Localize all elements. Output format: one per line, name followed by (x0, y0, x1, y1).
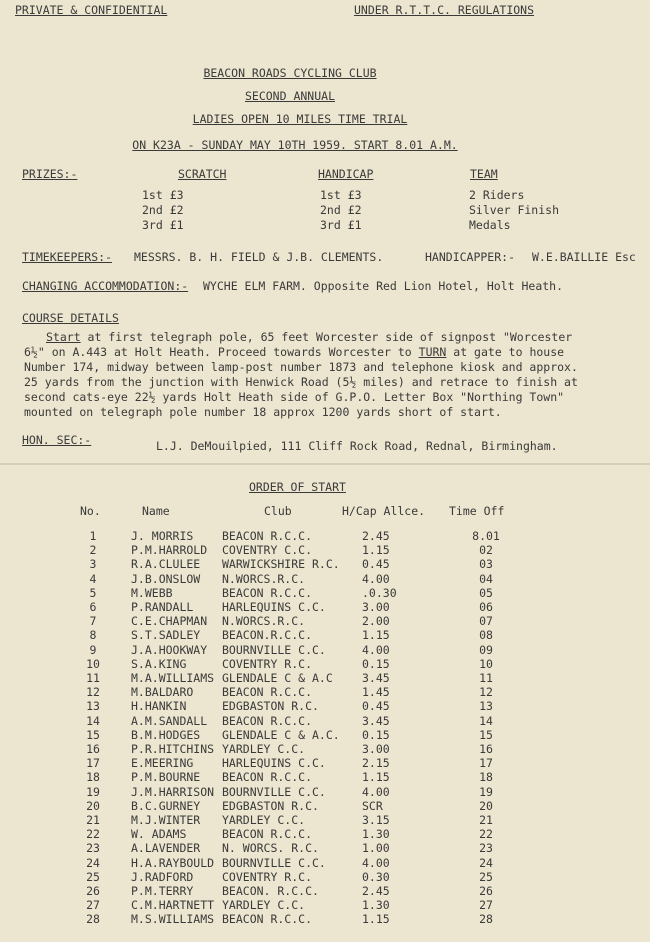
time-off: 06 (479, 600, 493, 614)
rider-name: P.M.TERRY (131, 884, 194, 898)
time-off: 03 (479, 557, 493, 572)
club-title: BEACON ROADS CYCLING CLUB (203, 66, 377, 80)
rider-number: 7 (89, 614, 97, 629)
rider-number: 13 (86, 699, 100, 714)
handicap-prize-2: 2nd £2 (320, 203, 362, 217)
time-off: 09 (479, 642, 493, 657)
timekeepers-value: MESSRS. B. H. FIELD & J.B. CLEMENTS. (134, 250, 384, 264)
rider-number: 21 (86, 813, 100, 827)
team-prize-1: 2 Riders (469, 188, 525, 202)
rider-club: BOURNVILLE C.C. (222, 855, 326, 870)
rider-name: P.R.HITCHINS (131, 742, 215, 756)
table-row (0, 572, 650, 586)
col-header-club: Club (264, 504, 292, 518)
team-prize-2: Silver Finish (469, 203, 560, 217)
handicapper-label: HANDICAPPER:- (425, 250, 516, 264)
rider-number: 26 (86, 884, 100, 898)
rider-number: 4 (89, 571, 97, 586)
handicap-heading: HANDICAP (318, 167, 374, 181)
col-header-no: No. (80, 504, 101, 518)
handicap-allowance: 1.15 (362, 628, 390, 643)
table-row (0, 870, 650, 884)
rider-club: N.WORCS.R.C. (222, 614, 306, 629)
rider-club: BEACON R.C.C. (222, 529, 313, 543)
table-row (0, 884, 650, 898)
time-off: 25 (479, 869, 493, 884)
confidential-label: PRIVATE & CONFIDENTIAL (15, 3, 168, 17)
rider-name: S.A.KING (131, 656, 187, 671)
time-off: 10 (479, 656, 493, 671)
rider-name: H.A.RAYBOULD (131, 855, 215, 870)
rider-name: C.E.CHAPMAN (131, 614, 208, 629)
rider-number: 27 (86, 898, 100, 913)
course-heading: COURSE DETAILS (22, 311, 119, 325)
time-off: 05 (479, 585, 493, 600)
rider-name: S.T.SADLEY (131, 628, 201, 643)
rider-club: EDGBASTON R.C. (222, 699, 319, 714)
rider-number: 2 (89, 543, 97, 558)
prizes-label: PRIZES:- (22, 167, 78, 181)
event-title: LADIES OPEN 10 MILES TIME TRIAL (192, 112, 408, 126)
handicap-allowance: 1.30 (362, 827, 390, 842)
rider-club: BEACON R.C.C. (222, 585, 313, 600)
time-off: 15 (479, 727, 493, 742)
rider-club: EDGBASTON R.C. (222, 798, 319, 813)
time-off: 8.01 (472, 529, 500, 543)
rider-number: 22 (86, 827, 100, 842)
handicap-prize-3: 3rd £1 (320, 218, 362, 232)
table-row (0, 657, 650, 671)
rider-name: M.J.WINTER (131, 813, 201, 827)
rider-number: 16 (86, 742, 100, 756)
handicap-allowance: 2.00 (362, 614, 390, 629)
time-off: 26 (479, 884, 493, 898)
rider-number: 19 (86, 784, 100, 799)
col-header-handicap: H/Cap Allce. (342, 504, 426, 518)
rider-name: B.C.GURNEY (131, 798, 201, 813)
handicap-allowance: 0.45 (362, 699, 390, 714)
rider-club: BOURNVILLE C.C. (222, 642, 326, 657)
rider-number: 14 (86, 713, 100, 728)
rider-name: M.A.WILLIAMS (131, 671, 215, 685)
handicap-allowance: 3.45 (362, 713, 390, 728)
handicap-allowance: 4.00 (362, 642, 390, 657)
table-row (0, 827, 650, 841)
time-off: 21 (479, 813, 493, 827)
handicap-allowance: 0.15 (362, 727, 390, 742)
table-row (0, 841, 650, 855)
rider-club: BEACON R.C.C. (222, 770, 313, 785)
table-row (0, 770, 650, 784)
handicap-allowance: 3.00 (362, 600, 390, 614)
handicap-allowance: 3.00 (362, 742, 390, 756)
hon-sec-value: L.J. DeMouilpied, 111 Cliff Rock Road, Rednal, Birmingham. (156, 439, 558, 453)
team-prize-3: Medals (469, 218, 511, 232)
handicap-allowance: .0.30 (362, 585, 397, 600)
scratch-heading: SCRATCH (178, 167, 227, 181)
rider-club: GLENDALE C & A.C. (222, 727, 340, 742)
time-off: 22 (479, 827, 493, 842)
rider-number: 6 (89, 600, 97, 614)
rider-number: 18 (86, 770, 100, 785)
handicap-prize-1: 1st £3 (320, 188, 362, 202)
rider-club: GLENDALE C & A.C (222, 671, 333, 685)
rider-number: 23 (86, 841, 100, 856)
team-heading: TEAM (470, 167, 498, 181)
table-row (0, 856, 650, 870)
rider-number: 17 (86, 756, 100, 771)
handicap-allowance: 0.15 (362, 656, 390, 671)
rider-name: J.B.ONSLOW (131, 571, 201, 586)
rider-name: J.M.HARRISON (131, 784, 215, 799)
rider-club: BEACON. R.C.C. (222, 884, 319, 898)
rider-name: P.RANDALL (131, 600, 194, 614)
event-date-line: ON K23A - SUNDAY MAY 10TH 1959. START 8.01 A.M. (132, 138, 458, 152)
table-row (0, 614, 650, 628)
table-row (0, 785, 650, 799)
handicap-allowance: 1.45 (362, 685, 390, 700)
table-row (0, 643, 650, 657)
rider-club: BEACON R.C.C. (222, 713, 313, 728)
rider-club: BEACON R.C.C. (222, 912, 313, 927)
rider-club: BEACON.R.C.C. (222, 628, 313, 643)
time-off: 11 (479, 671, 493, 685)
time-off: 08 (479, 628, 493, 643)
table-row (0, 557, 650, 571)
rider-club: COVENTRY R.C. (222, 656, 313, 671)
table-header (0, 504, 650, 518)
col-header-name: Name (142, 504, 170, 518)
annual-title: SECOND ANNUAL (244, 89, 335, 103)
rider-name: B.M.HODGES (131, 727, 201, 742)
rider-number: 25 (86, 869, 100, 884)
time-off: 12 (479, 685, 493, 700)
rider-name: W. ADAMS (131, 827, 187, 842)
handicap-allowance: 1.15 (362, 543, 390, 558)
handicap-allowance: 4.00 (362, 784, 390, 799)
rider-number: 5 (89, 585, 97, 600)
time-off: 04 (479, 571, 493, 586)
rider-club: YARDLEY C.C. (222, 742, 306, 756)
handicap-allowance: 1.15 (362, 912, 390, 927)
table-row (0, 799, 650, 813)
table-row (0, 813, 650, 827)
handicap-allowance: 2.45 (362, 884, 390, 898)
rider-number: 28 (86, 912, 100, 927)
rider-name: C.M.HARTNETT (131, 898, 215, 913)
handicap-allowance: 0.30 (362, 869, 390, 884)
rider-club: BEACON R.C.C. (222, 685, 313, 700)
table-row (0, 742, 650, 756)
rider-name: P.M.HARROLD (131, 543, 208, 558)
handicapper-value: W.E.BAILLIE Esc (532, 250, 636, 264)
hon-sec-label: HON. SEC:- (22, 433, 92, 447)
rider-name: H.HANKIN (131, 699, 187, 714)
scratch-prize-3: 3rd £1 (142, 218, 184, 232)
time-off: 14 (479, 713, 493, 728)
turn-word: TURN (418, 345, 447, 359)
time-off: 24 (479, 855, 493, 870)
rider-name: M.S.WILLIAMS (131, 912, 215, 927)
regulations-label: UNDER R.T.T.C. REGULATIONS (354, 3, 535, 17)
rider-number: 9 (89, 642, 97, 657)
handicap-allowance: 3.15 (362, 813, 390, 827)
handicap-allowance: 3.45 (362, 671, 390, 685)
time-off: 02 (479, 543, 493, 558)
rider-name: R.A.CLULEE (131, 557, 201, 572)
rider-name: J. MORRIS (131, 529, 194, 543)
order-of-start-heading: ORDER OF START (249, 480, 346, 494)
rider-club: BEACON R.C.C. (222, 827, 313, 842)
accommodation-label: CHANGING ACCOMMODATION:- (22, 279, 189, 293)
handicap-allowance: 1.15 (362, 770, 390, 785)
rider-club: YARDLEY C.C. (222, 813, 306, 827)
time-off: 07 (479, 614, 493, 629)
rider-number: 10 (86, 656, 100, 671)
rider-name: M.WEBB (131, 585, 173, 600)
handicap-allowance: 2.15 (362, 756, 390, 771)
rider-name: J.A.HOOKWAY (131, 642, 208, 657)
time-off: 19 (479, 784, 493, 799)
handicap-allowance: 1.00 (362, 841, 390, 856)
time-off: 27 (479, 898, 493, 913)
rider-club: HARLEQUINS C.C. (222, 600, 326, 614)
rider-number: 3 (89, 557, 97, 572)
handicap-allowance: 0.45 (362, 557, 390, 572)
table-row (0, 600, 650, 614)
rider-number: 1 (89, 529, 97, 543)
col-header-time-off: Time Off (449, 504, 505, 518)
table-row (0, 898, 650, 912)
handicap-allowance: 4.00 (362, 571, 390, 586)
rider-club: N.WORCS.R.C. (222, 571, 306, 586)
rider-club: COVENTRY R.C. (222, 869, 313, 884)
time-off: 17 (479, 756, 493, 771)
handicap-allowance: 2.45 (362, 529, 390, 543)
rider-club: WARWICKSHIRE R.C. (222, 557, 340, 572)
rider-club: HARLEQUINS C.C. (222, 756, 326, 771)
rider-number: 11 (86, 671, 100, 685)
rider-number: 12 (86, 685, 100, 700)
time-off: 28 (479, 912, 493, 927)
rider-number: 24 (86, 855, 100, 870)
time-off: 16 (479, 742, 493, 756)
table-row (0, 699, 650, 713)
time-off: 20 (479, 798, 493, 813)
paper-fold-line (0, 463, 650, 465)
start-word: Start (46, 330, 81, 344)
handicap-allowance: SCR (362, 798, 383, 813)
rider-club: N. WORCS. R.C. (222, 841, 319, 856)
rider-name: J.RADFORD (131, 869, 194, 884)
rider-number: 20 (86, 798, 100, 813)
table-row (0, 685, 650, 699)
time-off: 23 (479, 841, 493, 856)
table-row (0, 543, 650, 557)
table-row (0, 671, 650, 685)
accommodation-value: WYCHE ELM FARM. Opposite Red Lion Hotel, Holt Heath. (203, 279, 564, 293)
table-row (0, 714, 650, 728)
rider-name: M.BALDARO (131, 685, 194, 700)
table-row (0, 628, 650, 642)
scratch-prize-2: 2nd £2 (142, 203, 184, 217)
time-off: 13 (479, 699, 493, 714)
table-row (0, 756, 650, 770)
table-row (0, 529, 650, 543)
table-row (0, 586, 650, 600)
rider-name: P.M.BOURNE (131, 770, 201, 785)
handicap-allowance: 4.00 (362, 855, 390, 870)
handicap-allowance: 1.30 (362, 898, 390, 913)
scratch-prize-1: 1st £3 (142, 188, 184, 202)
rider-name: A.M.SANDALL (131, 713, 208, 728)
table-row (0, 728, 650, 742)
rider-club: COVENTRY C.C. (222, 543, 313, 558)
time-off: 18 (479, 770, 493, 785)
rider-name: A.LAVENDER (131, 841, 201, 856)
rider-number: 15 (86, 727, 100, 742)
rider-club: YARDLEY C.C. (222, 898, 306, 913)
rider-club: BOURNVILLE C.C. (222, 784, 326, 799)
rider-name: E.MEERING (131, 756, 194, 771)
timekeepers-label: TIMEKEEPERS:- (22, 250, 113, 264)
course-details-text: Start at first telegraph pole, 65 feet Worcester side of signpost "Worcester 6½" on A.443 at Holt Heath. Proceed towards Worcester to TURN at gate to house Number 174, midway between lamp-post number 1873 and telephone kiosk and approx. 25 yards from the junction with Henwick Road (5½ miles) and retrace to finish at second cats-eye 22½ yards Holt Heath side of G.P.O. Letter Box "Northing Town" mounted on telegraph pole number 18 approx 1200 yards short of start. (24, 330, 578, 419)
table-row (0, 912, 650, 926)
rider-number: 8 (89, 628, 97, 643)
